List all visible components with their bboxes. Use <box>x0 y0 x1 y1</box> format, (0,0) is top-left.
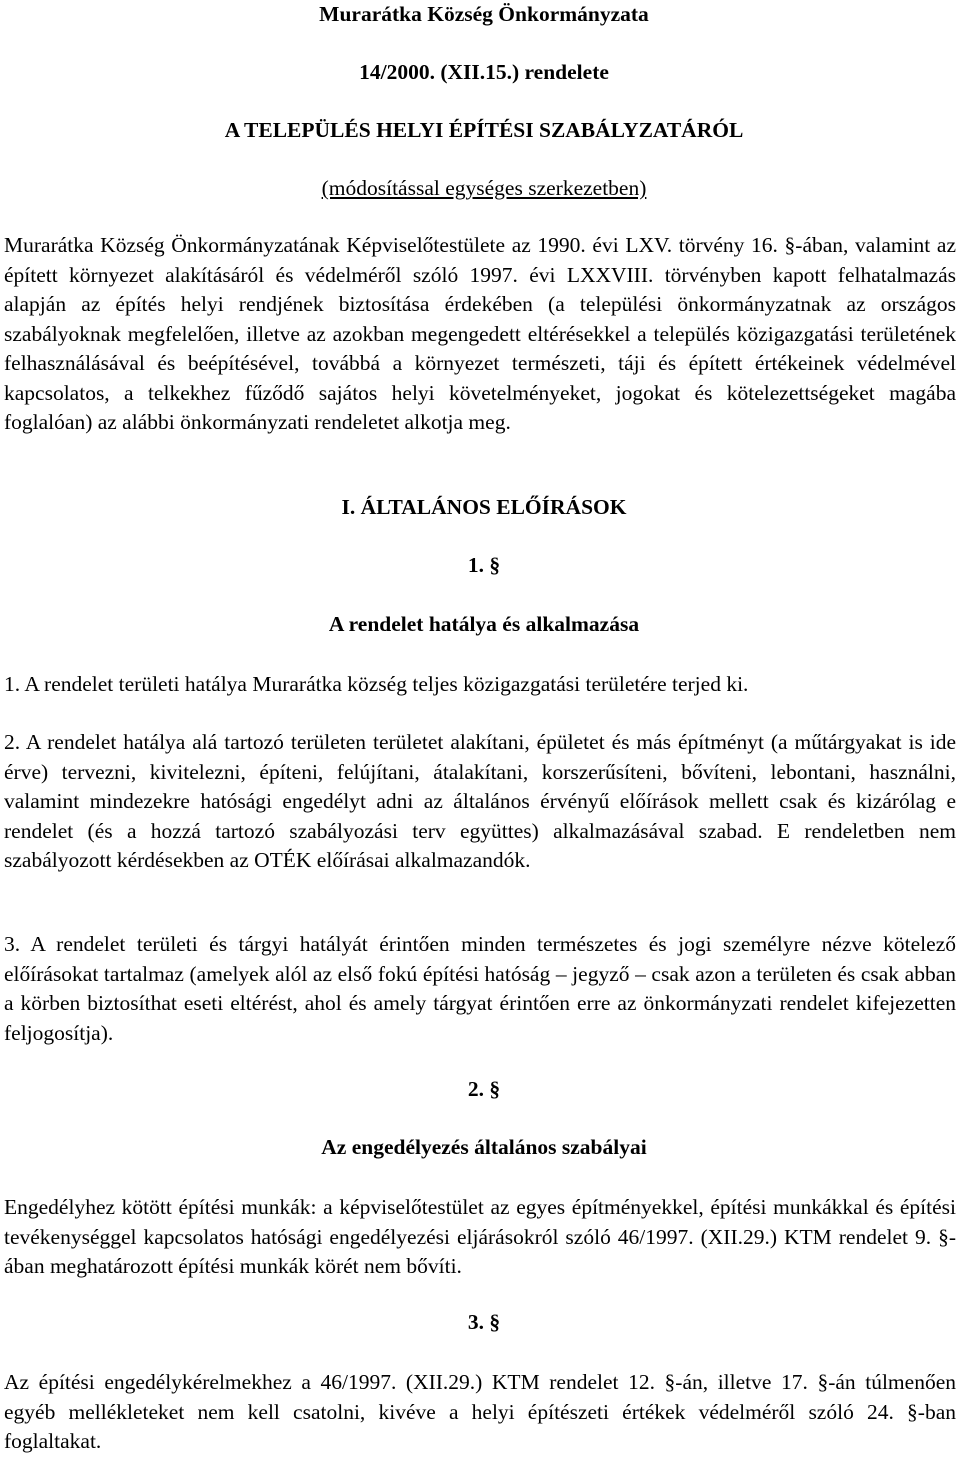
section-2-title: Az engedélyezés általános szabályai <box>321 1135 647 1159</box>
section-1-title: A rendelet hatálya és alkalmazása <box>328 612 640 636</box>
intro-paragraph: Murarátka Község Önkormányzatának Képviselőtestülete az 1990. évi LXV. törvény 16. §-ában, valamint az épített környezet alakításáról és védelméről szóló 1997. évi LXXVIII. törvényben kapott felhatalmazás alapján az építés helyi rendjének biztosítása érdekében (a települési önkormányzatnak az országos szabályoknak megfelelően, illetve az azokban megengedett eltérésekkel a település közigazgatási területének felhasználásával és beépítésével, továbbá a környezet természeti, táji és épített értékeinek védelmével kapcsolatos, a telkekhez fűződő sajátos helyi követelményeket, jogokat és kötelezettségeket magába foglalóan) az alábbi önkormányzati rendeletet alkotja meg. <box>4 233 956 434</box>
section-1-paragraph-1: 1. A rendelet területi hatálya Murarátka község teljes közigazgatási területére terjed ki. <box>4 672 749 696</box>
section-1-paragraph-2: 2. A rendelet hatálya alá tartozó területen területet alakítani, épületet és más építményt (a műtárgyakat is ide érve) tervezni, kivitelezni, építeni, felújítani, átalakítani, korszerűsíteni, bővíteni, lebontani, használni, valamint mindezekre hatósági engedélyt adni az általános érvényű előírások mellett csak és kizárólag e rendelet (és a hozzá tartozó szabályozási terv együttes) alkalmazásával szabad. E rendeletben nem szabályozott kérdésekben az OTÉK előírásai alkalmazandók. <box>4 730 956 872</box>
org-name: Murarátka Község Önkormányzata <box>319 2 649 26</box>
section-3-paragraph: Az építési engedélykérelmekhez a 46/1997. (XII.29.) KTM rendelet 12. §-án, illetve 17. §-án túlmenően egyéb mellékleteket nem kell csatolni, kivéve a helyi építészeti értékek védelméről szóló 24. §-ban foglaltakat. <box>4 1370 956 1453</box>
decree-title: A TELEPÜLÉS HELYI ÉPÍTÉSI SZABÁLYZATÁRÓL <box>224 118 744 142</box>
section-1-number: 1. § <box>467 553 501 577</box>
section-3-number: 3. § <box>467 1310 501 1334</box>
section-1-paragraph-3: 3. A rendelet területi és tárgyi hatályát érintően minden természetes és jogi személyre nézve kötelező előírásokat tartalmaz (amelyek alól az első fokú építési hatóság – jegyző – csak azon a területen és csak abban a körben biztosíthat eseti eltérést, ahol és amely tárgyat érintően erre az önkormányzati rendelet kifejezetten feljogosítja). <box>4 932 956 1045</box>
decree-number: 14/2000. (XII.15.) rendelete <box>359 60 609 84</box>
decree-subtitle: (módosítással egységes szerkezetben) <box>321 176 647 200</box>
section-2-number: 2. § <box>467 1077 501 1101</box>
section-2-paragraph: Engedélyhez kötött építési munkák: a képviselőtestület az egyes építményekkel, építési munkákkal és építési tevékenységgel kapcsolatos hatósági engedélyezési eljárásokról szóló 46/1997. (XII.29.) KTM rendelet 9. §-ában meghatározott építési munkák körét nem bővíti. <box>4 1195 956 1278</box>
chapter-heading: I. ÁLTALÁNOS ELŐÍRÁSOK <box>341 495 627 519</box>
